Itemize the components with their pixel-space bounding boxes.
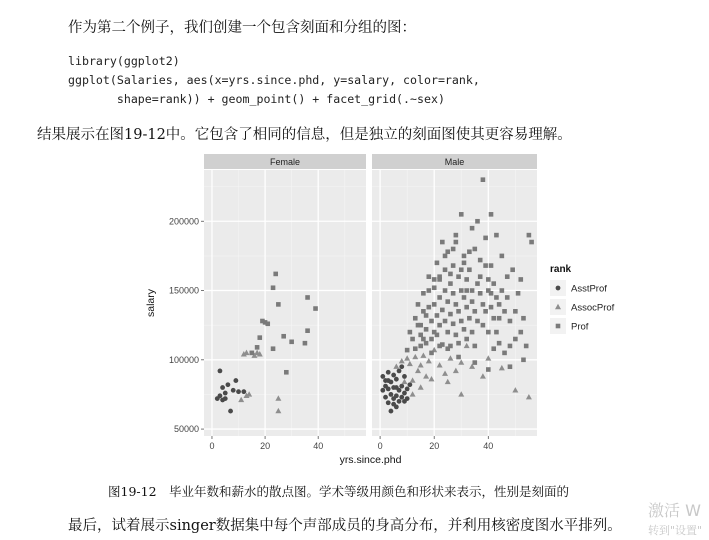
- data-point-prof: [464, 337, 469, 342]
- code-line: shape=rank)) + geom_point() + facet_grid(.~sex): [68, 92, 445, 106]
- data-point-asstprof: [233, 378, 238, 383]
- facet-strip-label: Male: [444, 157, 465, 167]
- data-point-prof: [459, 267, 464, 272]
- data-point-prof: [451, 263, 456, 268]
- data-point-prof: [448, 312, 453, 317]
- data-point-prof: [250, 351, 255, 356]
- data-point-asstprof: [386, 400, 391, 405]
- data-point-prof: [489, 263, 494, 268]
- result-paragraph: 结果展示在图19-12中。它包含了相同的信息，但是独立的刻面图使其更容易理解。: [37, 127, 572, 143]
- data-point-prof: [416, 302, 421, 307]
- data-point-asstprof: [402, 391, 407, 396]
- data-point-asstprof: [386, 370, 391, 375]
- data-point-prof: [432, 330, 437, 335]
- data-point-prof: [445, 249, 450, 254]
- data-point-prof: [265, 321, 270, 326]
- data-point-prof: [467, 316, 472, 321]
- data-point-asstprof: [386, 386, 391, 391]
- watermark-line-2: 转到"设置": [648, 524, 703, 537]
- data-point-prof: [502, 351, 507, 356]
- data-point-prof: [462, 327, 467, 332]
- data-point-asstprof: [397, 368, 402, 373]
- data-point-prof: [432, 302, 437, 307]
- data-point-prof: [448, 281, 453, 286]
- data-point-prof: [437, 344, 442, 349]
- data-point-asstprof: [380, 388, 385, 393]
- code-block: [68, 52, 480, 109]
- data-point-prof: [470, 299, 475, 304]
- data-point-prof: [505, 295, 510, 300]
- data-point-prof: [405, 348, 410, 353]
- data-point-prof: [505, 274, 510, 279]
- data-point-prof: [289, 339, 294, 344]
- data-point-prof: [518, 330, 523, 335]
- data-point-prof: [497, 316, 502, 321]
- data-point-prof: [513, 337, 518, 342]
- data-point-prof: [483, 263, 488, 268]
- data-point-prof: [424, 313, 429, 318]
- closing-paragraph: 最后，试着展示singer数据集中每个声部成员的身高分布，并利用核密度图水平排列。: [68, 518, 622, 534]
- data-point-prof: [313, 306, 318, 311]
- data-point-prof: [440, 308, 445, 313]
- data-point-prof: [284, 370, 289, 375]
- data-point-prof: [462, 295, 467, 300]
- data-point-prof: [456, 274, 461, 279]
- data-point-asstprof: [394, 377, 399, 382]
- data-point-prof: [475, 319, 480, 324]
- data-point-prof: [413, 316, 418, 321]
- y-tick-label: 200000: [168, 216, 199, 227]
- legend-key-prof: [556, 324, 561, 329]
- data-point-asstprof: [402, 399, 407, 404]
- data-point-prof: [454, 333, 459, 338]
- data-point-asstprof: [389, 380, 394, 385]
- data-point-prof: [435, 261, 440, 266]
- data-point-prof: [445, 299, 450, 304]
- data-point-prof: [443, 254, 448, 259]
- data-point-prof: [518, 277, 523, 282]
- data-point-prof: [429, 319, 434, 324]
- data-point-prof: [459, 212, 464, 217]
- data-point-prof: [454, 302, 459, 307]
- data-point-prof: [408, 330, 413, 335]
- data-point-prof: [456, 355, 461, 360]
- data-point-prof: [454, 240, 459, 245]
- data-point-prof: [491, 281, 496, 286]
- data-point-asstprof: [394, 385, 399, 390]
- data-point-prof: [421, 291, 426, 296]
- data-point-prof: [303, 341, 308, 346]
- data-point-asstprof: [223, 396, 228, 401]
- data-point-prof: [273, 272, 278, 277]
- data-point-prof: [429, 351, 434, 356]
- data-point-prof: [456, 309, 461, 314]
- data-point-prof: [271, 346, 276, 351]
- data-point-prof: [470, 330, 475, 335]
- data-point-asstprof: [223, 391, 228, 396]
- legend-label: Prof: [571, 321, 589, 333]
- data-point-asstprof: [391, 402, 396, 407]
- y-tick-label: 100000: [168, 354, 199, 365]
- legend-label: AsstProf: [571, 283, 607, 295]
- legend-key-asstprof: [556, 286, 561, 291]
- y-axis-title: salary: [145, 288, 157, 318]
- data-point-prof: [432, 277, 437, 282]
- data-point-prof: [443, 319, 448, 324]
- x-tick-label: 20: [429, 441, 440, 451]
- data-point-asstprof: [236, 389, 241, 394]
- data-point-asstprof: [383, 378, 388, 383]
- code-line: library(ggplot2): [68, 54, 180, 68]
- x-tick-label: 40: [483, 441, 494, 451]
- data-point-asstprof: [405, 386, 410, 391]
- data-point-prof: [481, 177, 486, 182]
- x-tick-label: 0: [209, 441, 215, 451]
- data-point-prof: [470, 226, 475, 231]
- x-tick-label: 20: [260, 441, 271, 451]
- data-point-prof: [454, 233, 459, 238]
- data-point-prof: [478, 258, 483, 263]
- data-point-prof: [276, 302, 281, 307]
- data-point-prof: [459, 319, 464, 324]
- data-point-asstprof: [218, 393, 223, 398]
- data-point-prof: [513, 309, 518, 314]
- data-point-prof: [494, 295, 499, 300]
- data-point-prof: [456, 341, 461, 346]
- data-point-prof: [462, 254, 467, 259]
- data-point-prof: [437, 274, 442, 279]
- data-point-asstprof: [397, 399, 402, 404]
- data-point-prof: [494, 233, 499, 238]
- data-point-prof: [305, 328, 310, 333]
- legend-label: AssocProf: [571, 302, 615, 314]
- data-point-asstprof: [402, 374, 407, 379]
- data-point-prof: [521, 358, 526, 363]
- data-point-prof: [467, 249, 472, 254]
- data-point-asstprof: [241, 389, 246, 394]
- data-point-asstprof: [228, 409, 233, 414]
- data-point-prof: [472, 344, 477, 349]
- data-point-prof: [448, 272, 453, 277]
- data-point-prof: [472, 309, 477, 314]
- data-point-asstprof: [391, 373, 396, 378]
- x-tick-label: 40: [313, 441, 324, 451]
- data-point-asstprof: [218, 368, 223, 373]
- data-point-prof: [489, 212, 494, 217]
- data-point-prof: [529, 240, 534, 245]
- data-point-prof: [462, 261, 467, 266]
- data-point-prof: [451, 321, 456, 326]
- data-point-asstprof: [394, 393, 399, 398]
- data-point-prof: [521, 316, 526, 321]
- data-point-prof: [494, 330, 499, 335]
- data-point-prof: [427, 288, 432, 293]
- data-point-prof: [489, 291, 494, 296]
- data-point-prof: [478, 274, 483, 279]
- data-point-prof: [497, 341, 502, 346]
- data-point-asstprof: [226, 382, 231, 387]
- y-tick-label: 50000: [173, 424, 199, 435]
- data-point-prof: [502, 309, 507, 314]
- data-point-prof: [443, 267, 448, 272]
- data-point-prof: [500, 288, 505, 293]
- data-point-prof: [305, 295, 310, 300]
- data-point-prof: [410, 337, 415, 342]
- facet-strip-label: Female: [269, 157, 301, 167]
- data-point-asstprof: [220, 385, 225, 390]
- data-point-asstprof: [380, 374, 385, 379]
- data-point-prof: [508, 364, 513, 369]
- code-line: ggplot(Salaries, aes(x=yrs.since.phd, y=salary, color=rank,: [68, 73, 480, 87]
- data-point-prof: [508, 344, 513, 349]
- data-point-prof: [445, 330, 450, 335]
- data-point-prof: [443, 288, 448, 293]
- data-point-prof: [257, 335, 262, 340]
- data-point-prof: [413, 346, 418, 351]
- data-point-prof: [486, 277, 491, 282]
- data-point-prof: [481, 323, 486, 328]
- data-point-prof: [527, 233, 532, 238]
- data-point-asstprof: [389, 409, 394, 414]
- x-tick-label: 0: [377, 441, 383, 451]
- data-point-prof: [255, 345, 260, 350]
- data-point-prof: [497, 302, 502, 307]
- data-point-prof: [435, 313, 440, 318]
- data-point-prof: [478, 291, 483, 296]
- facet-panel: [204, 170, 366, 436]
- data-point-prof: [491, 346, 496, 351]
- data-point-prof: [459, 288, 464, 293]
- data-point-prof: [427, 305, 432, 310]
- data-point-asstprof: [399, 395, 404, 400]
- data-point-prof: [470, 288, 475, 293]
- data-point-prof: [483, 309, 488, 314]
- facet-scatter-chart: [0, 148, 709, 470]
- data-point-asstprof: [383, 395, 388, 400]
- data-point-prof: [429, 337, 434, 342]
- data-point-prof: [464, 277, 469, 282]
- data-point-prof: [486, 367, 491, 372]
- data-point-asstprof: [399, 364, 404, 369]
- data-point-prof: [424, 327, 429, 332]
- data-point-asstprof: [389, 392, 394, 397]
- data-point-prof: [475, 219, 480, 224]
- data-point-prof: [491, 316, 496, 321]
- data-point-prof: [432, 285, 437, 290]
- data-point-prof: [437, 323, 442, 328]
- data-point-prof: [510, 267, 515, 272]
- legend-title: rank: [550, 264, 572, 275]
- data-point-prof: [418, 344, 423, 349]
- data-point-prof: [516, 291, 521, 296]
- data-point-prof: [437, 295, 442, 300]
- intro-paragraph: 作为第二个例子，我们创建一个包含刻面和分组的图：: [68, 20, 416, 36]
- data-point-prof: [281, 334, 286, 339]
- data-point-prof: [464, 305, 469, 310]
- data-point-prof: [451, 247, 456, 252]
- watermark-line-1: 激活 W: [648, 501, 701, 520]
- data-point-prof: [481, 302, 486, 307]
- data-point-asstprof: [231, 388, 236, 393]
- data-point-prof: [421, 337, 426, 342]
- data-point-prof: [440, 240, 445, 245]
- data-point-prof: [472, 247, 477, 252]
- data-point-prof: [271, 285, 276, 290]
- data-point-prof: [418, 323, 423, 328]
- data-point-prof: [445, 346, 450, 351]
- data-point-prof: [475, 281, 480, 286]
- data-point-prof: [500, 254, 505, 259]
- x-axis-title: yrs.since.phd: [339, 454, 402, 466]
- data-point-prof: [427, 274, 432, 279]
- data-point-prof: [421, 309, 426, 314]
- data-point-prof: [418, 333, 423, 338]
- data-point-prof: [451, 291, 456, 296]
- data-point-prof: [489, 305, 494, 310]
- data-point-prof: [472, 360, 477, 365]
- data-point-prof: [424, 341, 429, 346]
- data-point-prof: [486, 330, 491, 335]
- y-tick-label: 150000: [168, 285, 199, 296]
- data-point-asstprof: [407, 382, 412, 387]
- data-point-prof: [467, 267, 472, 272]
- data-point-prof: [508, 319, 513, 324]
- data-point-prof: [464, 288, 469, 293]
- data-point-prof: [483, 236, 488, 241]
- data-point-asstprof: [399, 384, 404, 389]
- figure-caption: 图19-12 毕业年数和薪水的散点图。学术等级用颜色和形状来表示，性别是刻面的: [108, 484, 570, 499]
- data-point-prof: [524, 344, 529, 349]
